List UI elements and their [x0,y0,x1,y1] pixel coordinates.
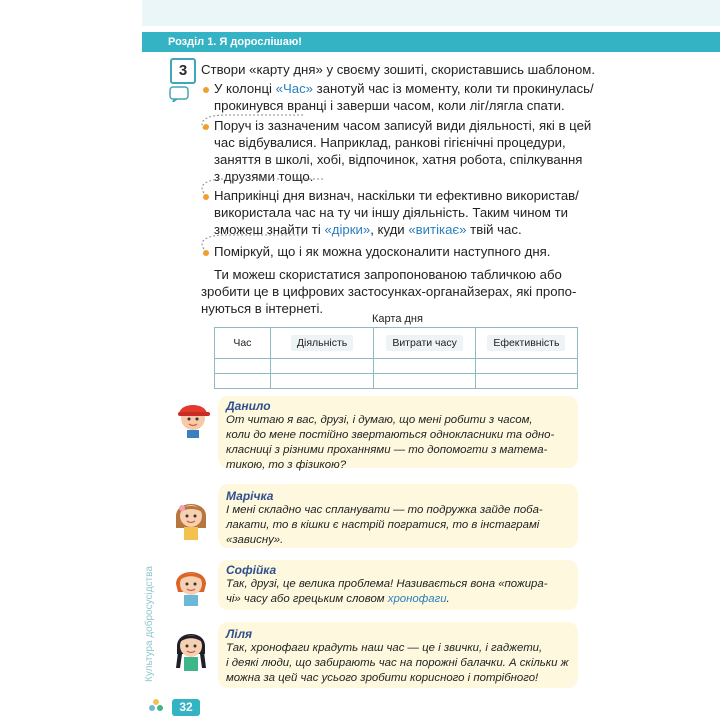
section-header: Розділ 1. Я дорослішаю! [168,36,302,48]
bullet-4-line-1: Поміркуй, що і як можна удосконалити наступного дня. [214,244,551,259]
bullet-3-line-1: Наприкінці дня визнач, наскільки ти ефективно використав/ [214,188,579,203]
bullet-2-line-4: з друзями тощо. [214,169,314,184]
task-intro: Створи «карту дня» у своєму зошиті, скориставшись шаблоном. [201,62,596,77]
table-header-row [215,328,578,359]
speech-1-line-1: От читаю я вас, друзі, і думаю, що мені робити з часом, [226,414,533,426]
bullet-3 [203,194,209,200]
side-section-label: Культура добросусідства [144,566,155,682]
table-caption: Карта дня [372,313,423,325]
bullet-2 [203,124,209,130]
bullet-2-line-1: Поруч із зазначеним часом записуй види діяльності, які в цей [214,118,592,133]
girl-avatar-1 [172,494,210,540]
speech-3-line-2: чі» часу або грецьким словом хронофаги. [226,593,450,605]
paragraph-line-3: нуються в інтернеті. [201,301,324,316]
girl-avatar-3 [172,624,210,674]
bullet-1-line-1: У колонці «Час» занотуй час із моменту, коли ти прокинулась/ [214,81,594,96]
flower-icon [148,698,164,714]
speech-1-line-3: класниці з різними проханнями — то допомогти з матема- [226,444,548,456]
speech-2-line-1: І мені складно час спланувати — то подружка зайде поба- [226,504,543,516]
top-band [142,0,720,26]
table-header-cell: Час [215,328,271,359]
speaker-name-3: Софійка [226,563,277,577]
table-header-cell: Ефективність [475,328,577,359]
day-map-table [214,327,578,389]
task-number: 3 [170,58,196,84]
bullet-1 [203,87,209,93]
speech-1-line-4: тикою, то з фізикою? [226,459,347,471]
speech-4-line-3: можна за цей час усього зробити корисного і потрібного! [226,672,539,684]
speech-1-line-2: коли до мене постійно звертаються однокласники та одно- [226,429,555,441]
speaker-name-2: Марічка [226,489,274,503]
bullet-2-line-3: заняття в школі, хобі, відпочинок, хатня робота, спілкування [214,152,583,167]
bullet-1-line-2: прокинувся вранці і заверши часом, коли ліг/лягла спати. [214,98,565,113]
boy-avatar [174,396,212,438]
bullet-3-line-2: використала час на ту чи іншу діяльність. Таким чином ти [214,205,569,220]
table-header-cell: Діяльність [270,328,374,359]
girl-avatar-2 [172,562,210,606]
table-header-cell: Витрати часу [374,328,475,359]
bullet-2-line-2: час відбувалися. Наприклад, ранкові гігієнічні процедури, [214,135,566,150]
speaker-name-4: Ліля [226,627,253,641]
notebook-icon [168,84,192,102]
speech-3-line-1: Так, друзі, це велика проблема! Називається вона «пожира- [226,578,548,590]
paragraph-line-2: зробити це в цифрових застосунках-органайзерах, які пропо- [201,284,577,299]
speaker-name-1: Данило [226,399,271,413]
table-row [215,359,578,374]
speech-2-line-3: «зависну». [226,534,284,546]
speech-2-line-2: лакати, то в кішки є настрій погратися, то в інстаграмі [226,519,540,531]
speech-4-line-1: Так, хронофаги крадуть наш час — це і звички, і гаджети, [226,642,543,654]
table-row [215,374,578,389]
bullet-3-line-3: зможеш знайти ті «дірки», куди «витікає» твій час. [214,222,522,237]
bullet-4 [203,250,209,256]
paragraph-line-1: Ти можеш скористатися запропонованою табличкою або [214,267,562,282]
page-number: 32 [172,699,200,716]
speech-4-line-2: і деякі люди, що забирають час на порожні балачки. А скільки ж [226,657,569,669]
